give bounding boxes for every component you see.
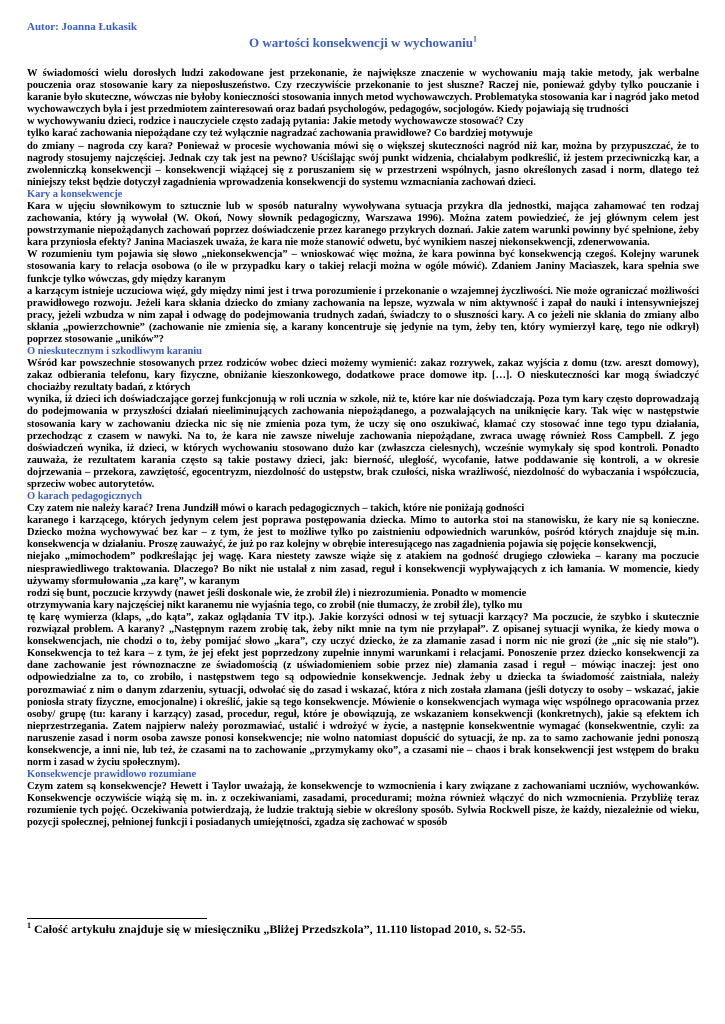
footnote <box>27 922 699 936</box>
paragraph: W świadomości wielu dorosłych ludzi zakodowane jest przekonanie, że największe znaczenie w wychowaniu mają takie metody, jak werbalne pouczenia oraz stosowanie kary za nieposłuszeństwo. Czy rzeczywiście przekonanie to jest słuszne? Raczej nie, ponieważ gdyby tylko pouczanie i karanie było skuteczne, wówczas nie byłoby konieczności stosowania innych metod wychowawczych. Problematyka stosowania kar i nagród jako metod wychowawczych była i jest przedmiotem zainteresowań oraz badań psychologów, pedagogów, socjologów. Kiedy pojawiają się trudności <box>27 68 699 116</box>
section-heading: Konsekwencje prawidłowo rozumiane <box>27 769 197 781</box>
author-line: Autor: Joanna Łukasik <box>27 21 138 33</box>
section-heading: O nieskutecznym i szkodliwym karaniu <box>27 346 202 358</box>
paragraph: w wychowywaniu dzieci, rodzice i nauczyciele często zadają pytania: Jakie metody wychowawcze stosować? Czy <box>27 116 524 128</box>
paragraph: Czym zatem są konsekwencje? Hewett i Taylor uważają, że konsekwencje to wzmocnienia i kary związane z zachowaniami uczniów, wychowanków. Konsekwencje oczywiście wiążą się m. in. z oczekiwaniami, zasadami, procedurami; można również włączyć do nich wzmocnienia. Przybliżę teraz rozumienie tych pojęć. Oczekiwania potwierdzają, że ludzie traktują siebie w określony sposób. Sylwia Rockwell pisze, że każdy, niezależnie od wieku, pozycji społecznej, pełnionej funkcji i posiadanych umiejętności, zgadza się zachować w sposób <box>27 781 699 829</box>
paragraph: Czy zatem nie należy karać? Irena Jundziłł mówi o karach pedagogicznych – takich, które nie poniżają godności <box>27 503 525 515</box>
paragraph: do zmiany – nagroda czy kara? Ponieważ w procesie wychowania mówi się o większej skuteczności nagród niż kar, można by przypuszczać, że to nagrody stosujemy najczęściej. Jednak czy tak jest na pewno? Uściślając swój punkt widzenia, chciałabym podkreślić, iż jestem przeciwniczką kar, a zwolenniczką konsekwencji – konsekwencji wiążącej się z poruszaniem się w przestrzeni wspólnych, jasno określonych zasad i norm, dlatego też niniejszy tekst będzie dotyczył zagadnienia wprowadzenia konsekwencji do systemu wzmacniania zachowań dzieci. <box>27 140 699 188</box>
paragraph: tylko karać zachowania niepożądane czy też wyłącznie nagradzać zachowania prawidłowe? Co bardziej motywuje <box>27 128 533 140</box>
article-title <box>27 35 699 51</box>
paragraph: karanego i karzącego, których jedynym celem jest poprawa postępowania dziecka. Mimo to autorka stoi na stanowisku, że kary nie są konieczne. Dziecko można wychowywać bez kar – z tym, że jest to możliwe tylko po zaistnieniu odpowiednich warunków, pośród których znajduje się m.in. konsekwencja w działaniu. Proszę zauważyć, że już po raz kolejny w obrębie interesującego nas zagadnienia pojawia się pojęcie konsekwencji, <box>27 515 699 551</box>
title-footnote-mark: 1 <box>472 34 477 44</box>
footnote-separator <box>27 918 207 919</box>
footnote-mark: 1 <box>27 921 31 930</box>
footnote-text: Całość artykułu znajduje się w miesięczniku „Bliżej Przedszkola”, 11.110 listopad 2010, s. 52-55. <box>31 922 526 936</box>
section-heading: Kary a konsekwencje <box>27 188 123 200</box>
paragraph: a karzącym istnieje uczuciowa więź, gdy między nimi jest i trwa porozumienie i przekonanie o wzajemnej życzliwości. Nie może ograniczać możliwości prawidłowego rozwoju. Jeżeli kara skłania dziecko do zmiany zachowania na lepsze, wyzwala w nim aktywność i zapał do nauki i intensywniejszej pracy, jeżeli wzbudza w nim zapał i odwagę do podejmowania trudnych zadań, świadczy to o słuszności kary. A co jeżeli nie skłania do zmiany albo skłania „powierzchownie” (zachowanie nie zmienia się, a karany koncentruje się jedynie na tym, żeby ten, który wymierzył karę, tego nie odkrył) poprzez stosowanie „uników”? <box>27 285 699 345</box>
paragraph: W rozumieniu tym pojawia się słowo „niekonsekwencja” – wnioskować więc można, że kara powinna być konsekwencją czegoś. Kolejny warunek stosowania kary to relacja osobowa (o ile w przypadku kary o takiej relacji można w ogóle mówić). Zdaniem Janiny Maciaszek, kara spełnia swe funkcje tylko wówczas, gdy między karanym <box>27 249 699 285</box>
document-page <box>27 20 699 830</box>
article-title-text: O wartości konsekwencji w wychowaniu <box>249 35 473 50</box>
paragraph: niejako „mimochodem” podkreślając jej wagę. Kara niestety zawsze wiąże się z atakiem na godność drugiego człowieka – karany ma poczucie niesprawiedliwego traktowania. Dlaczego? Bo nikt nie ustalał z nim zasad, reguł i konsekwencji wypływających z ich łamania. W momencie, kiedy używamy sformułowania „za karę”, w karanym <box>27 551 699 587</box>
paragraph: Kara w ujęciu słownikowym to sztucznie lub w sposób naturalny wywoływana sytuacja przykra dla jednostki, mająca zahamować ten rodzaj zachowania, który ją wywołał (W. Okoń, Nowy słownik pedagogiczny, Warszawa 1996). Można zatem powiedzieć, że jej głównym celem jest powstrzymanie niepożądanych zachowań poprzez doświadczenie przez karanego przykrych doznań. Jakie zatem warunki powinny być spełnione, żeby kara przyniosła efekty? Janina Maciaszek uważa, że kara nie może stanowić odwetu, być wynikiem naszej niekonsekwencji, zdenerwowania. <box>27 200 699 249</box>
article-body <box>27 68 699 830</box>
section-heading: O karach pedagogicznych <box>27 491 142 503</box>
paragraph: wynika, iż dzieci ich doświadczające gorzej funkcjonują w roli ucznia w szkole, niż te, które kar nie doświadczają. Poza tym kary często doprowadzają do podejmowania w przyszłości działań nieeliminujących zachowania niepożądanego, a pozwalających na uniknięcie kary. Tak więc w następstwie stosowania kary w zachowaniu dziecka nic się nie zmienia poza tym, że uczy się ono oszukiwać, kłamać czy stosować inne tego typu działania, przechodząc z czasem w nawyki. Na to, że kara nie zawsze niweluje zachowania niepożądane, zwraca uwagę również Ross Campbell. Z jego doświadczeń wynika, iż dzieci, w których wychowaniu stosowano dużo kar (zwłaszcza cielesnych), wcześnie wymykały się spod kontroli. Ponadto zauważa, że rezultatem karania często są takie postawy dzieci, jak: bierność, uległość, wycofanie, łatwe poddawanie się kontroli, a w okresie dojrzewania – przekora, zawziętość, egocentryzm, niezdolność do ustępstw, brak czułości, niska wrażliwość, niezdolność do wybaczania i współczucia, sprzeciw wobec autorytetów. <box>27 394 699 490</box>
paragraph: tę karę wymierza (klaps, „do kąta”, zakaz oglądania TV itp.). Jakie korzyści odnosi w tej sytuacji karzący? Ma poczucie, że szybko i skutecznie rozwiązał problem. A karany? „Następnym razem zrobię tak, żeby nikt mnie na tym nie przyłapał”. Z opisanej sytuacji wynika, że kiedy mowa o konsekwencjach, nie chodzi o to, żeby pomijać słowo „kara”, czy uczyć dziecko, że za złamanie zasad i norm nic nie grozi (że „nic się nie stało”). Konsekwencja to też kara – z tym, że jej efekt jest poprzedzony zupełnie innymi warunkami i relacjami. Ponoszenie przez dziecko konsekwencji za dane zachowanie jest równoznaczne ze świadomością (z uświadomieniem sobie przez nie) złamania zasad i reguł – mówiąc inaczej: jest ono odpowiedzialne za to, co zrobiło, i następstwem tego są odpowiednie konsekwencje. Jednak żeby u dziecka ta świadomość zaistniała, należy porozmawiać z nim o danym zdarzeniu, sytuacji, odwołać się do zasad i wskazać, która z nich została złamana (jeśli dotyczy to osoby – wskazać, jakie poniosła straty fizyczne, emocjonalne) i określić, jakie są tego konsekwencje. Mówienie o konsekwencjach wymaga więc wspólnego opracowania przez osoby/ grupę (tu: karany i karzący) zasad, procedur, reguł, które je obowiązują, ze wskazaniem konsekwencji (konkretnych), jakie są efektem ich nieprzestrzegania. Zatem najpierw należy porozmawiać, ustalić i wdrożyć w życie, a następnie konsekwentnie wymagać (konsekwentnie, czyli: za naruszenie zasad i norm osoba zawsze ponosi konsekwencje; nie wolno natomiast dopuścić do sytuacji, że np. za to samo zachowanie jedni ponoszą konsekwencje, a inni nie, lub też, że czasami na to zachowanie „przymykamy oko”, a czasami nie – chaos i brak konsekwencji jest wstępem do braku norm i zasad w życiu społecznym). <box>27 611 699 769</box>
paragraph: rodzi się bunt, poczucie krzywdy (nawet jeśli doskonale wie, że zrobił źle) i niezrozumienia. Ponadto w momencie <box>27 587 527 599</box>
paragraph: Wśród kar powszechnie stosowanych przez rodziców wobec dzieci możemy wymienić: zakaz rozrywek, zakaz wyjścia z domu (tzw. areszt domowy), zakaz odbierania telefonu, kary fizyczne, obniżanie kieszonkowego, dodatkowe prace domowe itp. […]. O nieskuteczności kar mogą świadczyć chociażby rezultaty badań, z których <box>27 358 699 394</box>
paragraph: otrzymywania kary najczęściej nikt karanemu nie wyjaśnia tego, co zrobił (nie tłumaczy, że zrobił źle), tylko mu <box>27 599 523 611</box>
